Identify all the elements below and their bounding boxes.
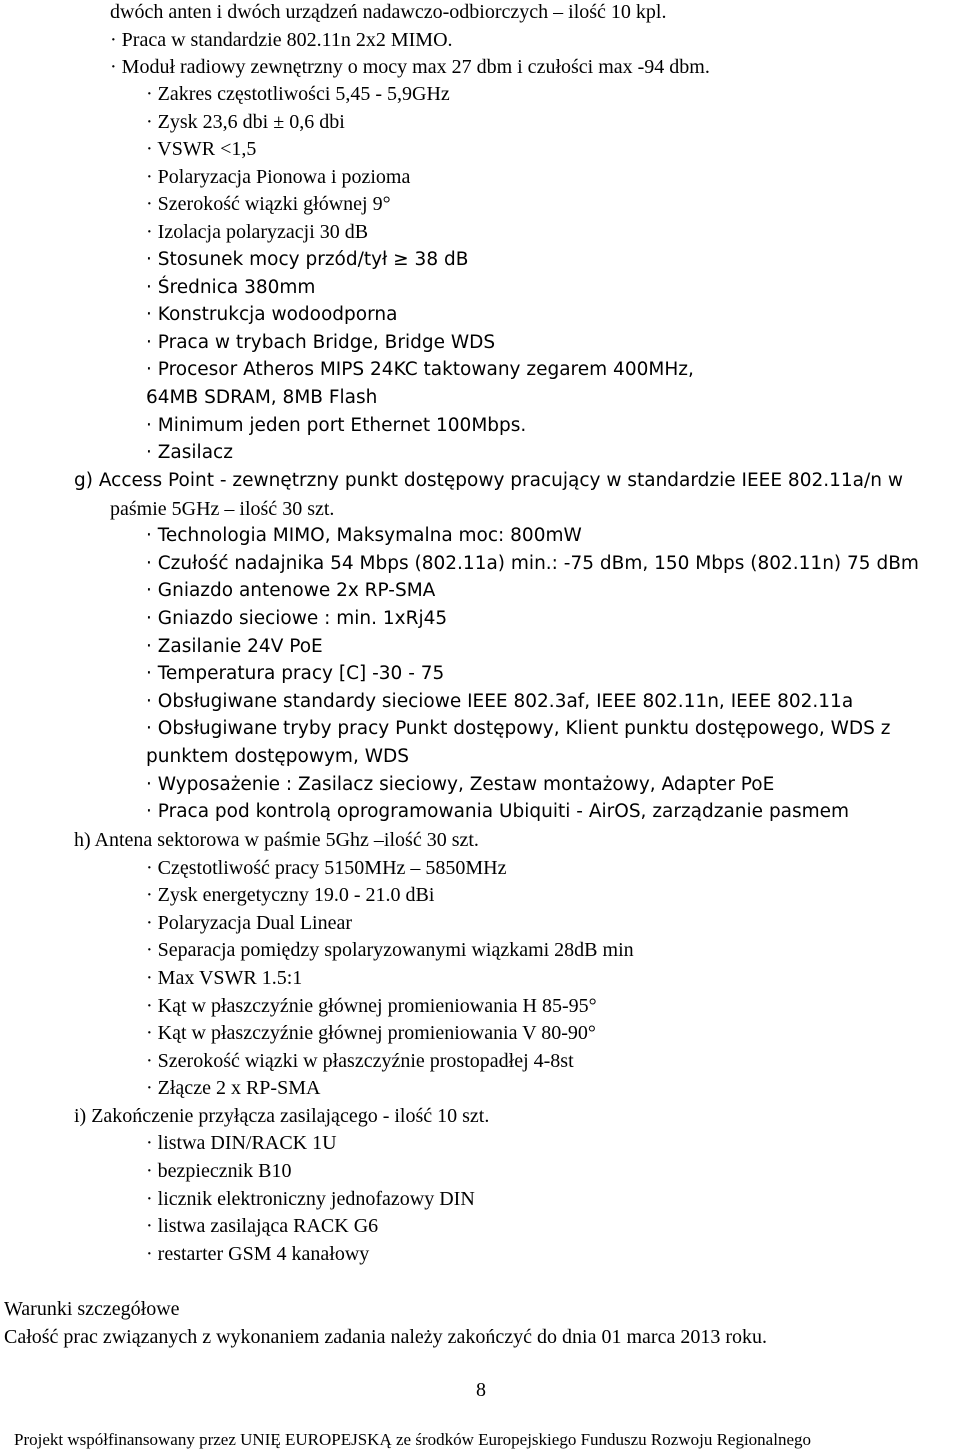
page-footer: Projekt współfinansowany przez UNIĘ EUROPEJSKĄ ze środków Europejskiego Funduszu Rozwoju Regionalnego	[14, 1430, 811, 1449]
text-line: · Zasilanie 24V PoE	[146, 636, 323, 657]
text-line: · Zysk energetyczny 19.0 - 21.0 dBi	[146, 884, 435, 906]
text-line: · Moduł radiowy zewnętrzny o mocy max 27 dbm i czułości max -94 dbm.	[110, 56, 710, 78]
text-line: dwóch anten i dwóch urządzeń nadawczo-odbiorczych – ilość 10 kpl.	[110, 1, 667, 23]
text-line: · restarter GSM 4 kanałowy	[146, 1243, 370, 1265]
text-line: 64MB SDRAM, 8MB Flash	[146, 387, 378, 408]
text-line: · Praca w standardzie 802.11n 2x2 MIMO.	[110, 29, 453, 51]
text-line: · Szerokość wiązki głównej 9°	[146, 193, 391, 215]
text-line: · Praca w trybach Bridge, Bridge WDS	[146, 332, 496, 353]
text-line: · Minimum jeden port Ethernet 100Mbps.	[146, 415, 527, 436]
text-line: · Średnica 380mm	[146, 277, 316, 298]
text-line: · Max VSWR 1.5:1	[146, 967, 303, 989]
text-line: · Gniazdo antenowe 2x RP-SMA	[146, 580, 436, 601]
text-line: · Zasilacz	[146, 442, 233, 463]
text-line: · Obsługiwane standardy sieciowe IEEE 802.3af, IEEE 802.11n, IEEE 802.11a	[146, 691, 854, 712]
text-line: · VSWR <1,5	[146, 138, 257, 160]
text-line: g) Access Point - zewnętrzny punkt dostępowy pracujący w standardzie IEEE 802.11a/n w	[74, 470, 903, 491]
text-line: · Kąt w płaszczyźnie głównej promieniowania H 85-95°	[146, 995, 597, 1017]
text-line: · Zysk 23,6 dbi ± 0,6 dbi	[146, 111, 345, 133]
text-line: h) Antena sektorowa w paśmie 5Ghz –ilość 30 szt.	[74, 829, 479, 851]
text-line: · Złącze 2 x RP-SMA	[146, 1077, 321, 1099]
text-line: · listwa DIN/RACK 1U	[146, 1132, 337, 1154]
text-line: Warunki szczegółowe	[4, 1298, 180, 1320]
text-line: paśmie 5GHz – ilość 30 szt.	[110, 498, 335, 520]
text-line: · Izolacja polaryzacji 30 dB	[146, 221, 369, 243]
text-line: · Wyposażenie : Zasilacz sieciowy, Zestaw montażowy, Adapter PoE	[146, 774, 775, 795]
text-line: · Kąt w płaszczyźnie głównej promieniowania V 80-90°	[146, 1022, 596, 1044]
text-line: · listwa zasilająca RACK G6	[146, 1215, 379, 1237]
text-line: · Obsługiwane tryby pracy Punkt dostępowy, Klient punktu dostępowego, WDS z	[146, 718, 891, 739]
text-line: Całość prac związanych z wykonaniem zadania należy zakończyć do dnia 01 marca 2013 roku.	[4, 1326, 767, 1348]
text-line: · Gniazdo sieciowe : min. 1xRj45	[146, 608, 448, 629]
text-line: · Stosunek mocy przód/tył ≥ 38 dB	[146, 249, 469, 270]
text-line: punktem dostępowym, WDS	[146, 746, 409, 767]
page-number: 8	[476, 1379, 486, 1401]
text-line: · Polaryzacja Pionowa i pozioma	[146, 166, 411, 188]
text-line: · Częstotliwość pracy 5150MHz – 5850MHz	[146, 857, 507, 879]
text-line: · Czułość nadajnika 54 Mbps (802.11a) min.: -75 dBm, 150 Mbps (802.11n) 75 dBm	[146, 553, 919, 574]
text-line: · Szerokość wiązki w płaszczyźnie prostopadłej 4-8st	[146, 1050, 574, 1072]
text-line: · Praca pod kontrolą oprogramowania Ubiquiti - AirOS, zarządzanie pasmem	[146, 801, 850, 822]
text-line: · Technologia MIMO, Maksymalna moc: 800mW	[146, 525, 582, 546]
text-line: · Procesor Atheros MIPS 24KC taktowany zegarem 400MHz,	[146, 359, 694, 380]
text-line: i) Zakończenie przyłącza zasilającego - ilość 10 szt.	[74, 1105, 490, 1127]
text-line: · licznik elektroniczny jednofazowy DIN	[146, 1188, 475, 1210]
text-line: · Temperatura pracy [C] -30 - 75	[146, 663, 445, 684]
text-line: · Polaryzacja Dual Linear	[146, 912, 353, 934]
text-line: · Separacja pomiędzy spolaryzowanymi wiązkami 28dB min	[146, 939, 634, 961]
text-line: · Konstrukcja wodoodporna	[146, 304, 398, 325]
text-line: · Zakres częstotliwości 5,45 - 5,9GHz	[146, 83, 450, 105]
text-line: · bezpiecznik B10	[146, 1160, 292, 1182]
